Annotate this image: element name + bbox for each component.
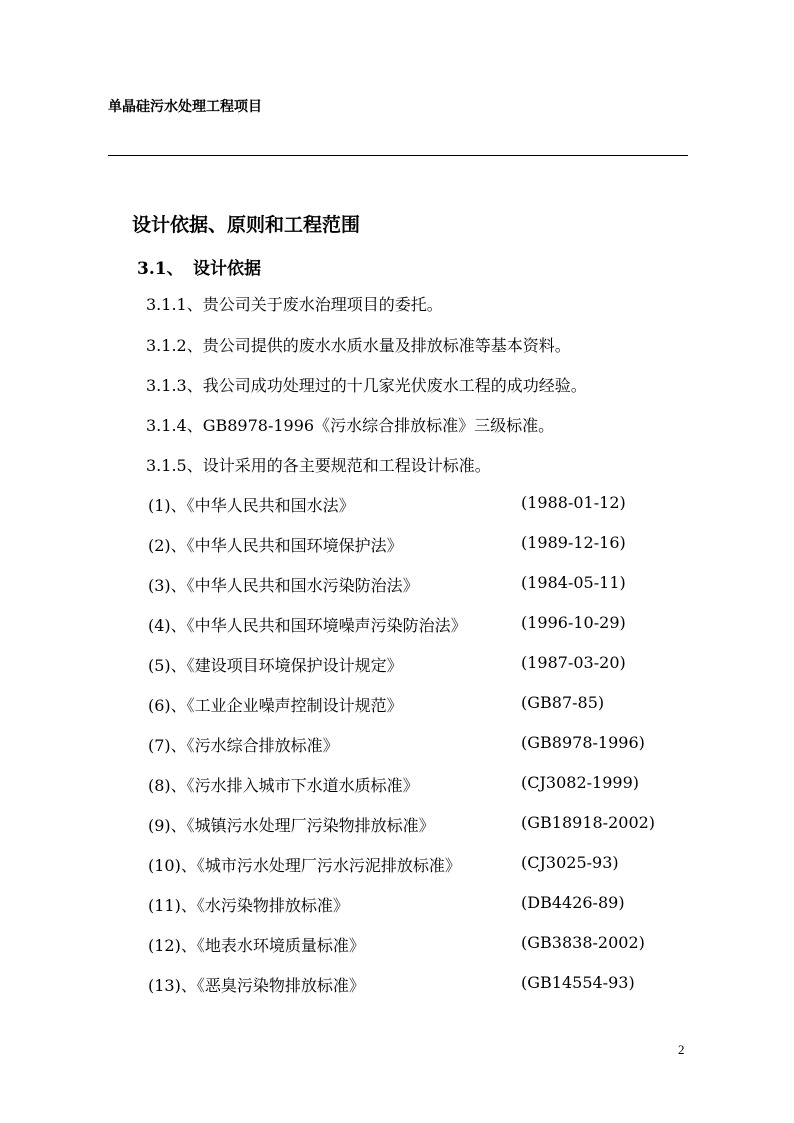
reference-item xyxy=(148,493,688,515)
reference-title: (8)、《污水排入城市下水道水质标准》 xyxy=(148,776,419,795)
paragraph-3-1-5: 3.1.5、设计采用的各主要规范和工程设计标准。 xyxy=(146,456,491,475)
page-number: 2 xyxy=(678,1042,685,1057)
reference-title: (12)、《地表水环境质量标准》 xyxy=(148,936,365,955)
reference-code: (GB3838-2002) xyxy=(521,933,645,952)
reference-title: (2)、《中华人民共和国环境保护法》 xyxy=(148,536,403,555)
reference-title: (6)、《工业企业噪声控制设计规范》 xyxy=(148,696,403,715)
reference-item xyxy=(148,853,688,875)
reference-title: (13)、《恶臭污染物排放标准》 xyxy=(148,976,365,995)
reference-item xyxy=(148,933,688,955)
reference-code: (GB18918-2002) xyxy=(521,813,656,832)
paragraph-3-1-1: 3.1.1、贵公司关于废水治理项目的委托。 xyxy=(146,295,443,314)
reference-item xyxy=(148,773,688,795)
reference-title: (5)、《建设项目环境保护设计规定》 xyxy=(148,656,403,675)
reference-title: (7)、《污水综合排放标准》 xyxy=(148,736,339,755)
reference-code: (GB14554-93) xyxy=(521,973,635,992)
subsection-heading xyxy=(137,254,261,279)
paragraph-3-1-4: 3.1.4、GB8978-1996《污水综合排放标准》三级标准。 xyxy=(146,416,555,435)
reference-title: (3)、《中华人民共和国水污染防治法》 xyxy=(148,576,419,595)
reference-item xyxy=(148,573,688,595)
reference-title: (1)、《中华人民共和国水法》 xyxy=(148,496,355,515)
section-title: 设计依据、原则和工程范围 xyxy=(132,214,361,236)
reference-item xyxy=(148,973,688,995)
subsection-title: 设计依据 xyxy=(193,259,261,279)
reference-code: (CJ3025-93) xyxy=(521,853,619,872)
reference-item xyxy=(148,893,688,915)
reference-code: (DB4426-89) xyxy=(521,893,625,912)
reference-item xyxy=(148,653,688,675)
reference-code: (1987-03-20) xyxy=(521,653,626,672)
reference-title: (4)、《中华人民共和国环境噪声污染防治法》 xyxy=(148,616,467,635)
reference-code: (1988-01-12) xyxy=(521,493,626,512)
paragraph-3-1-2: 3.1.2、贵公司提供的废水水质水量及排放标准等基本资料。 xyxy=(146,336,571,355)
reference-title: (9)、《城镇污水处理厂污染物排放标准》 xyxy=(148,816,435,835)
reference-code: (1989-12-16) xyxy=(521,533,626,552)
reference-item xyxy=(148,533,688,555)
subsection-number: 3.1、 xyxy=(137,259,184,279)
paragraph-3-1-3: 3.1.3、我公司成功处理过的十几家光伏废水工程的成功经验。 xyxy=(146,376,587,395)
reference-code: (1984-05-11) xyxy=(521,573,626,592)
reference-code: (1996-10-29) xyxy=(521,613,626,632)
reference-title: (10)、《城市污水处理厂污水污泥排放标准》 xyxy=(148,856,461,875)
header-divider xyxy=(108,155,688,156)
reference-code: (GB87-85) xyxy=(521,693,605,712)
document-header-title: 单晶硅污水处理工程项目 xyxy=(108,99,262,115)
reference-item xyxy=(148,693,688,715)
reference-item xyxy=(148,613,688,635)
reference-code: (GB8978-1996) xyxy=(521,733,645,752)
reference-item xyxy=(148,733,688,755)
reference-item xyxy=(148,813,688,835)
reference-code: (CJ3082-1999) xyxy=(521,773,639,792)
reference-title: (11)、《水污染物排放标准》 xyxy=(148,896,349,915)
